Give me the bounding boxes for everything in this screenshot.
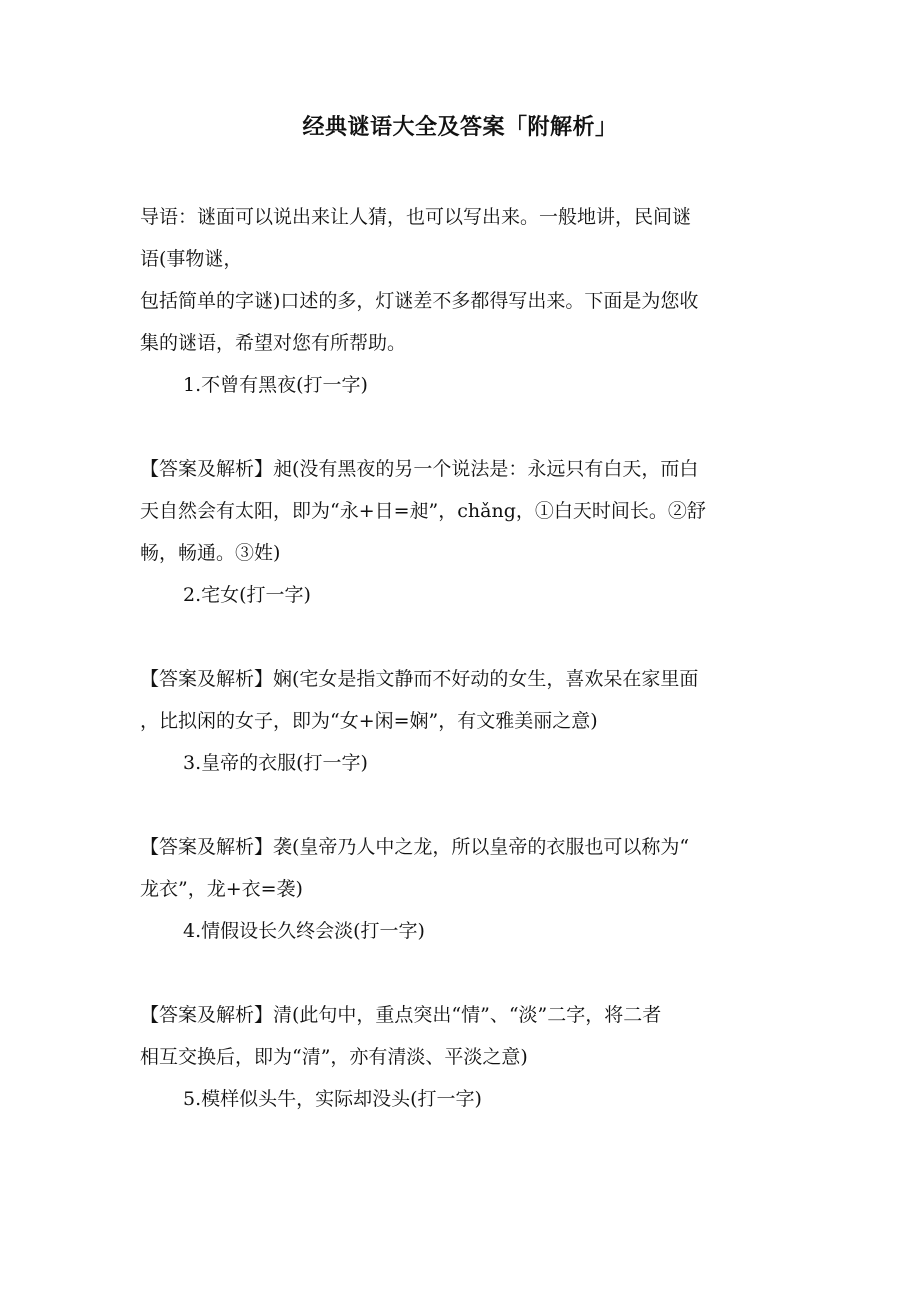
paragraph-line: 包括简单的字谜)口述的多，灯谜差不多都得写出来。下面是为您收 — [140, 290, 699, 312]
riddle-question: 3.皇帝的衣服(打一字) — [183, 752, 368, 774]
answer-line: 【答案及解析】清(此句中，重点突出“情”、“淡”二字，将二者 — [140, 1004, 662, 1026]
paragraph-line: 导语：谜面可以说出来让人猜，也可以写出来。一般地讲，民间谜 — [140, 206, 692, 228]
answer-line: 【答案及解析】袭(皇帝乃人中之龙，所以皇帝的衣服也可以称为“ — [140, 836, 690, 858]
answer-line: 【答案及解析】昶(没有黑夜的另一个说法是：永远只有白天，而白 — [140, 458, 699, 480]
answer-line: 畅，畅通。③姓) — [140, 542, 281, 564]
document-title: 经典谜语大全及答案「附解析」 — [302, 114, 618, 140]
answer-line: ，比拟闲的女子，即为“女+闲=娴”，有文雅美丽之意) — [140, 710, 598, 732]
paragraph-line: 语(事物谜， — [140, 248, 243, 270]
answer-line: 【答案及解析】娴(宅女是指文静而不好动的女生，喜欢呆在家里面 — [140, 668, 699, 690]
answer-line: 龙衣”，龙+衣=袭) — [140, 878, 303, 900]
paragraph-line: 集的谜语，希望对您有所帮助。 — [140, 332, 407, 354]
riddle-question: 5.模样似头牛，实际却没头(打一字) — [183, 1088, 482, 1110]
riddle-question: 1.不曾有黑夜(打一字) — [183, 374, 368, 396]
answer-line: 天自然会有太阳，即为“永+日=昶”，chǎng，①白天时间长。②舒 — [140, 500, 706, 522]
answer-line: 相互交换后，即为“清”，亦有清淡、平淡之意) — [140, 1046, 528, 1068]
riddle-question: 4.情假设长久终会淡(打一字) — [183, 920, 425, 942]
riddle-question: 2.宅女(打一字) — [183, 584, 311, 606]
